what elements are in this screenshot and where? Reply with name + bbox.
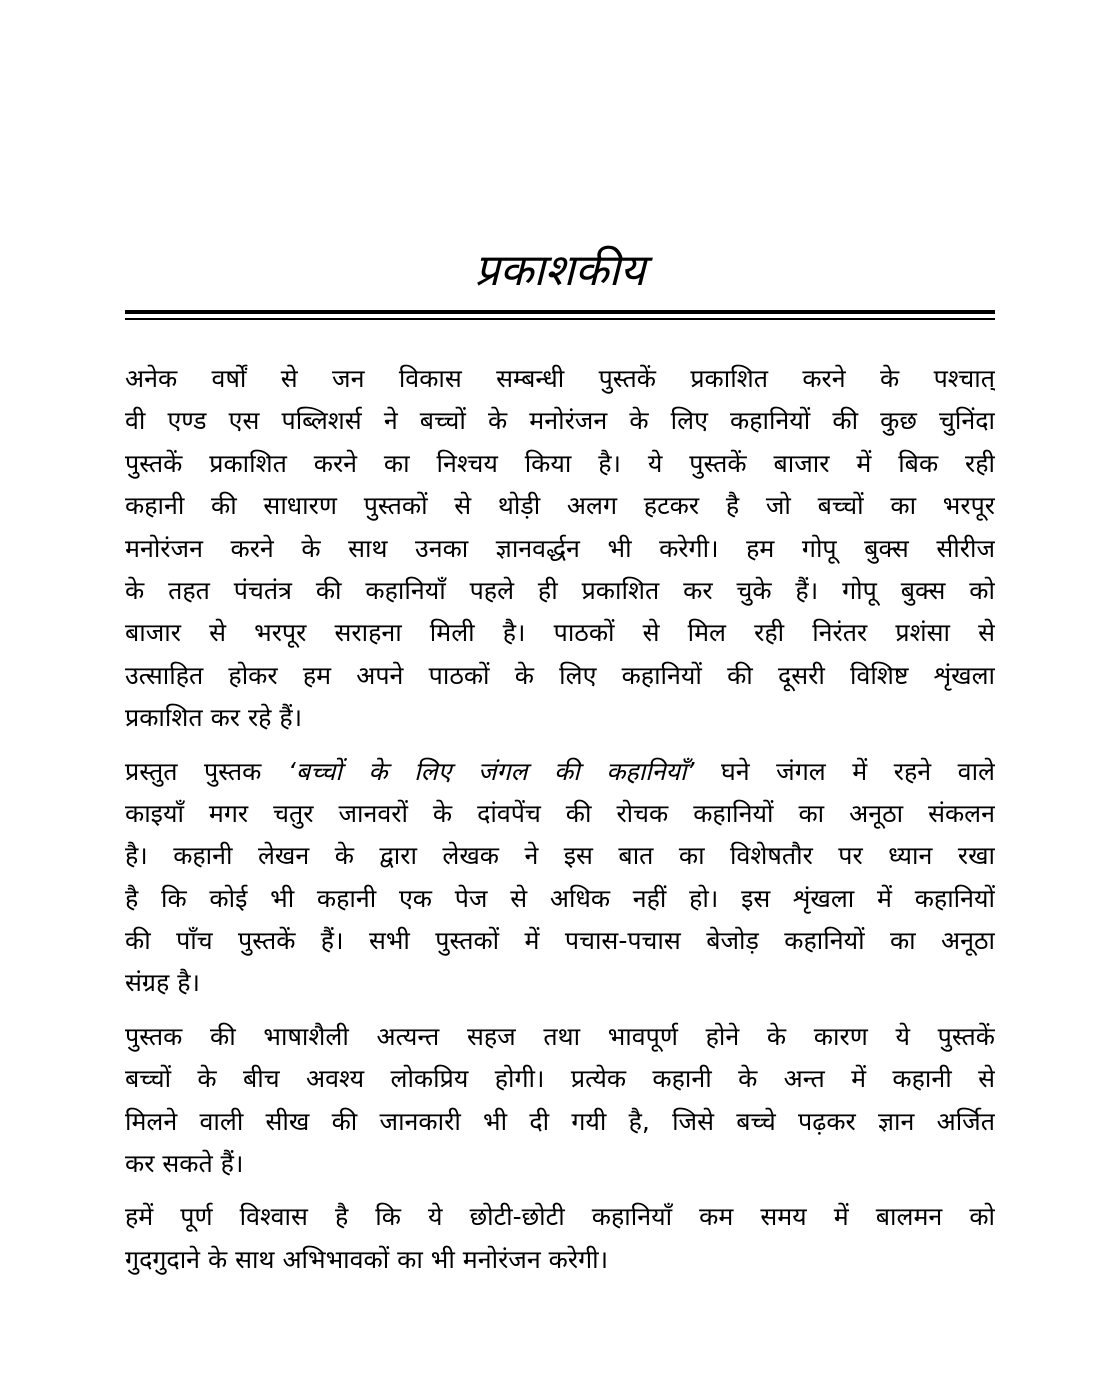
text-line: अनेक वर्षों से जन विकास सम्बन्धी पुस्तकें प्रकाशित करने के पश्चात् [125,364,995,393]
text-line: प्रकाशित कर रहे हैं। [125,703,303,733]
text-line: बच्चों के बीच अवश्य लोकप्रिय होगी। प्रत्येक कहानी के अन्त में कहानी से [125,1064,995,1094]
paragraph-2 [125,751,995,1005]
text-line: है कि कोई भी कहानी एक पेज से अधिक नहीं हो। इस शृंखला में कहानियों [125,883,995,913]
text-line: संग्रह है। [125,968,200,998]
text-line: की पाँच पुस्तकें हैं। सभी पुस्तकों में पचास-पचास बेजोड़ कहानियों का अनूठा [125,926,995,956]
text-line: गुदगुदाने के साथ अभिभावकों का भी मनोरंजन करेगी। [125,1244,609,1274]
text-line: हमें पूर्ण विश्वास है कि ये छोटी-छोटी कहानियाँ कम समय में बालमन को [125,1202,995,1232]
text-line [125,751,995,793]
title-rule-thick [125,310,995,314]
text-line: कर सकते हैं। [125,1149,244,1179]
paragraph-3 [125,1016,995,1186]
paragraph-1 [125,358,995,740]
text-segment: प्रस्तुत पुस्तक [125,756,288,786]
body-text [125,358,995,1292]
text-line: उत्साहित होकर हम अपने पाठकों के लिए कहानियों की दूसरी विशिष्ट शृंखला [125,660,995,690]
text-line: कहानी की साधारण पुस्तकों से थोड़ी अलग हटकर है जो बच्चों का भरपूर [125,491,995,521]
book-title-italic: ‘बच्चों के लिए जंगल की कहानियाँ’ [287,756,695,786]
text-line: के तहत पंचतंत्र की कहानियाँ पहले ही प्रकाशित कर चुके हैं। गोपू बुक्स को [125,575,995,605]
title-rule-thin [125,318,995,320]
text-line: पुस्तकें प्रकाशित करने का निश्चय किया है। ये पुस्तकें बाजार में बिक रही [125,448,995,478]
text-line: काइयाँ मगर चतुर जानवरों के दांवपेंच की रोचक कहानियों का अनूठा संकलन [125,798,995,828]
text-line: वी एण्ड एस पब्लिशर्स ने बच्चों के मनोरंजन के लिए कहानियों की कुछ चुनिंदा [125,406,995,436]
text-line: मनोरंजन करने के साथ उनका ज्ञानवर्द्धन भी करेगी। हम गोपू बुक्स सीरीज [125,533,995,563]
text-line: बाजार से भरपूर सराहना मिली है। पाठकों से मिल रही निरंतर प्रशंसा से [125,618,995,648]
paragraph-4 [125,1196,995,1281]
text-line: मिलने वाली सीख की जानकारी भी दी गयी है, जिसे बच्चे पढ़कर ज्ञान अर्जित [125,1106,995,1136]
text-line: है। कहानी लेखन के द्वारा लेखक ने इस बात का विशेषतौर पर ध्यान रखा [125,841,995,871]
text-line: पुस्तक की भाषाशैली अत्यन्त सहज तथा भावपूर्ण होने के कारण ये पुस्तकें [125,1021,995,1051]
text-segment: घने जंगल में रहने वाले [694,756,995,786]
page-title: प्रकाशकीय [474,245,646,296]
